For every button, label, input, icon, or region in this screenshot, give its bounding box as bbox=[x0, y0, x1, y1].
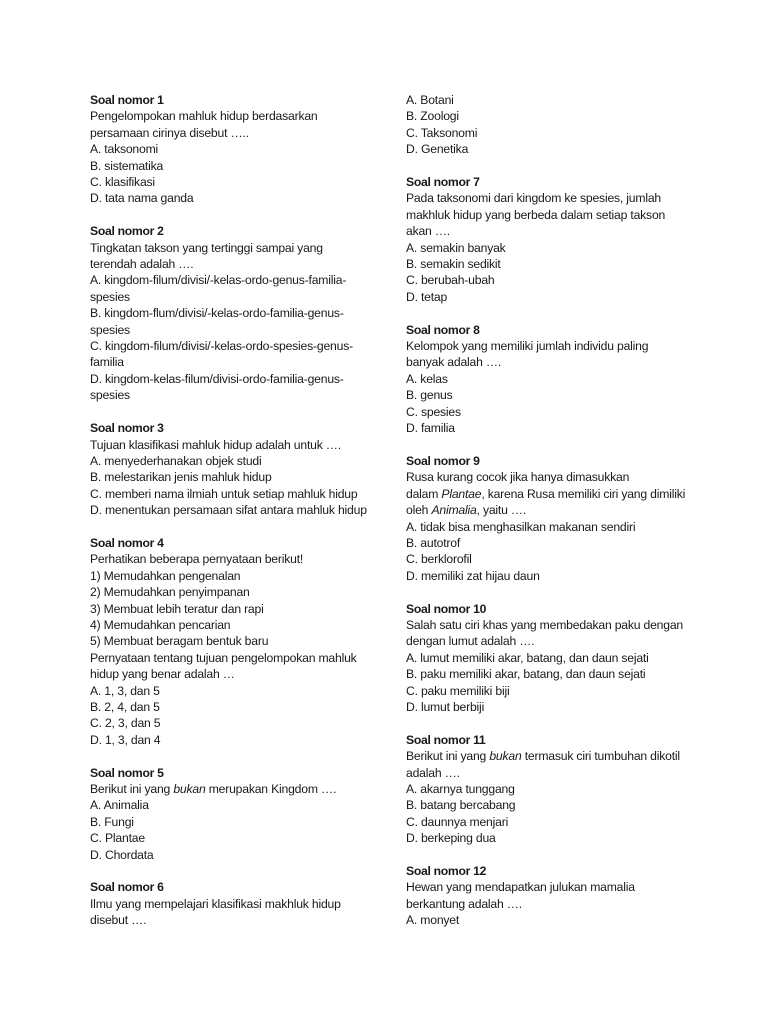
left-column bbox=[90, 92, 380, 945]
text-run: Ilmu yang mempelajari klasifikasi makhluk hidup bbox=[90, 896, 341, 911]
question-line bbox=[406, 666, 696, 682]
question-line bbox=[406, 207, 696, 223]
question-title: Soal nomor 8 bbox=[406, 322, 480, 337]
text-run: D. berkeping dua bbox=[406, 831, 496, 846]
text-run: terendah adalah …. bbox=[90, 257, 194, 272]
question-title: Soal nomor 3 bbox=[90, 421, 164, 436]
question-block bbox=[406, 863, 696, 929]
question-line bbox=[406, 272, 696, 288]
question-line bbox=[406, 240, 696, 256]
question-line bbox=[406, 486, 696, 502]
text-run: 1) Memudahkan pengenalan bbox=[90, 568, 241, 583]
text-run: 2) Memudahkan penyimpanan bbox=[90, 585, 250, 600]
question-line bbox=[406, 765, 696, 781]
text-run: A. tidak bisa menghasilkan makanan sendiri bbox=[406, 519, 636, 534]
text-run: spesies bbox=[90, 388, 130, 403]
question-line bbox=[406, 223, 696, 239]
text-run: B. paku memiliki akar, batang, dan daun sejati bbox=[406, 667, 646, 682]
text-run: B. autotrof bbox=[406, 535, 461, 550]
question-line bbox=[90, 289, 380, 305]
text-run: A. monyet bbox=[406, 913, 460, 928]
text-run: , yaitu …. bbox=[476, 503, 527, 518]
question-line bbox=[90, 338, 380, 354]
text-run: persamaan cirinya disebut ….. bbox=[90, 125, 249, 140]
text-run: Berikut ini yang bbox=[90, 782, 174, 796]
question-line bbox=[90, 305, 380, 321]
text-run: D. kingdom-kelas-filum/divisi-ordo-familia-genus- bbox=[90, 371, 344, 386]
question-line bbox=[406, 420, 696, 436]
question-line bbox=[90, 354, 380, 370]
question-line bbox=[406, 781, 696, 797]
question-block bbox=[90, 223, 380, 403]
question-line bbox=[90, 371, 380, 387]
question-line bbox=[406, 256, 696, 272]
text-run: C. Taksonomi bbox=[406, 125, 478, 140]
question-line bbox=[90, 814, 380, 830]
text-run: D. tata nama ganda bbox=[90, 191, 194, 206]
italic-term: Animalia bbox=[431, 503, 477, 518]
question-line bbox=[90, 666, 380, 682]
text-run: B. melestarikan jenis mahluk hidup bbox=[90, 470, 272, 485]
question-line bbox=[406, 896, 696, 912]
text-run: C. memberi nama ilmiah untuk setiap mahluk hidup bbox=[90, 486, 358, 501]
text-run: D. tetap bbox=[406, 289, 448, 304]
question-line bbox=[406, 371, 696, 387]
question-line bbox=[90, 781, 380, 797]
question-block bbox=[90, 765, 380, 863]
question-line bbox=[90, 551, 380, 567]
text-run: D. 1, 3, dan 4 bbox=[90, 732, 161, 747]
italic-term: bukan bbox=[489, 749, 522, 764]
text-run: spesies bbox=[90, 289, 130, 304]
question-title: Soal nomor 6 bbox=[90, 880, 164, 895]
question-line bbox=[90, 896, 380, 912]
question-line bbox=[406, 141, 696, 157]
text-run: C. spesies bbox=[406, 404, 461, 419]
text-run: A. kingdom-filum/divisi/-kelas-ordo-genus-familia- bbox=[90, 273, 347, 288]
question-line bbox=[90, 847, 380, 863]
text-run: berkantung adalah …. bbox=[406, 896, 522, 911]
question-block bbox=[90, 420, 380, 518]
text-run: C. kingdom-filum/divisi/-kelas-ordo-spesies-genus- bbox=[90, 339, 353, 354]
question-title: Soal nomor 5 bbox=[90, 765, 164, 780]
question-line bbox=[90, 125, 380, 141]
question-line bbox=[90, 797, 380, 813]
question-line bbox=[406, 797, 696, 813]
text-run: 3) Membuat lebih teratur dan rapi bbox=[90, 601, 264, 616]
text-run: Tujuan klasifikasi mahluk hidup adalah untuk …. bbox=[90, 437, 341, 452]
text-run: spesies bbox=[90, 322, 130, 337]
question-line bbox=[90, 584, 380, 600]
question-line bbox=[406, 814, 696, 830]
text-run: Pada taksonomi dari kingdom ke spesies, jumlah bbox=[406, 191, 661, 206]
text-run: A. kelas bbox=[406, 371, 448, 386]
question-line bbox=[90, 732, 380, 748]
question-line bbox=[406, 354, 696, 370]
question-block bbox=[406, 92, 696, 158]
question-line bbox=[90, 174, 380, 190]
question-line bbox=[90, 453, 380, 469]
text-run: C. daunnya menjari bbox=[406, 814, 509, 829]
text-run: C. Plantae bbox=[90, 831, 145, 846]
question-line bbox=[90, 633, 380, 649]
question-line bbox=[406, 519, 696, 535]
text-run: D. familia bbox=[406, 421, 455, 436]
text-run: A. lumut memiliki akar, batang, dan daun sejati bbox=[406, 650, 649, 665]
text-run: B. Fungi bbox=[90, 814, 134, 829]
question-line bbox=[90, 158, 380, 174]
question-line bbox=[90, 272, 380, 288]
text-run: dengan lumut adalah …. bbox=[406, 634, 535, 649]
text-run: B. semakin sedikit bbox=[406, 257, 501, 272]
text-run: dalam bbox=[406, 486, 442, 501]
text-run: A. Animalia bbox=[90, 798, 149, 813]
question-title: Soal nomor 9 bbox=[406, 453, 480, 468]
text-run: 4) Memudahkan pencarian bbox=[90, 617, 231, 632]
text-run: B. sistematika bbox=[90, 158, 164, 173]
question-block bbox=[406, 601, 696, 716]
text-run: D. menentukan persamaan sifat antara mahluk hidup bbox=[90, 503, 367, 518]
text-run: A. 1, 3, dan 5 bbox=[90, 683, 160, 698]
text-run: D. Genetika bbox=[406, 142, 469, 157]
question-block bbox=[406, 174, 696, 305]
question-line bbox=[406, 912, 696, 928]
text-run: A. semakin banyak bbox=[406, 240, 506, 255]
question-line bbox=[406, 633, 696, 649]
question-line bbox=[90, 387, 380, 403]
text-run: adalah …. bbox=[406, 765, 460, 780]
text-run: Kelompok yang memiliki jumlah individu paling bbox=[406, 339, 649, 354]
question-line bbox=[90, 601, 380, 617]
text-run: A. menyederhanakan objek studi bbox=[90, 453, 262, 468]
text-run: Pengelompokan mahluk hidup berdasarkan bbox=[90, 109, 318, 124]
question-line bbox=[90, 912, 380, 928]
question-line bbox=[406, 535, 696, 551]
question-block bbox=[90, 879, 380, 928]
italic-term: bukan bbox=[173, 782, 206, 796]
question-line bbox=[406, 617, 696, 633]
question-line bbox=[90, 502, 380, 518]
text-run: C. berklorofil bbox=[406, 552, 472, 567]
question-line bbox=[90, 108, 380, 124]
text-run: C. berubah-ubah bbox=[406, 273, 495, 288]
question-block bbox=[90, 92, 380, 207]
question-line bbox=[406, 683, 696, 699]
text-run: termasuk ciri tumbuhan dikotil bbox=[521, 749, 680, 764]
question-line bbox=[406, 699, 696, 715]
text-run: A. Botani bbox=[406, 93, 454, 107]
text-run: D. memiliki zat hijau daun bbox=[406, 568, 540, 583]
question-line bbox=[406, 92, 696, 108]
text-run: Berikut ini yang bbox=[406, 749, 490, 764]
question-line bbox=[90, 683, 380, 699]
question-line bbox=[406, 502, 696, 518]
question-title: Soal nomor 4 bbox=[90, 535, 164, 550]
question-block bbox=[90, 535, 380, 748]
text-run: B. batang bercabang bbox=[406, 798, 516, 813]
question-line bbox=[406, 650, 696, 666]
question-line bbox=[90, 256, 380, 272]
question-line bbox=[90, 699, 380, 715]
text-run: Hewan yang mendapatkan julukan mamalia bbox=[406, 880, 635, 895]
text-run: B. 2, 4, dan 5 bbox=[90, 699, 160, 714]
text-run: D. Chordata bbox=[90, 847, 154, 862]
question-line bbox=[90, 190, 380, 206]
question-line bbox=[406, 469, 696, 485]
question-line bbox=[90, 617, 380, 633]
text-run: Salah satu ciri khas yang membedakan paku dengan bbox=[406, 617, 683, 632]
question-line bbox=[406, 125, 696, 141]
question-title: Soal nomor 7 bbox=[406, 175, 480, 190]
text-run: disebut …. bbox=[90, 913, 147, 928]
question-line bbox=[406, 289, 696, 305]
question-title: Soal nomor 1 bbox=[90, 93, 164, 107]
text-run: Perhatikan beberapa pernyataan berikut! bbox=[90, 552, 304, 567]
question-title: Soal nomor 11 bbox=[406, 732, 486, 747]
text-run: familia bbox=[90, 355, 124, 370]
question-line bbox=[406, 338, 696, 354]
text-run: banyak adalah …. bbox=[406, 355, 502, 370]
text-run: hidup yang benar adalah … bbox=[90, 667, 235, 682]
text-run: A. akarnya tunggang bbox=[406, 781, 515, 796]
text-run: B. kingdom-flum/divisi/-kelas-ordo-familia-genus- bbox=[90, 306, 344, 321]
question-line bbox=[406, 551, 696, 567]
question-line bbox=[90, 650, 380, 666]
text-run: B. Zoologi bbox=[406, 109, 459, 124]
text-run: C. paku memiliki biji bbox=[406, 683, 510, 698]
text-run: oleh bbox=[406, 503, 432, 518]
question-title: Soal nomor 10 bbox=[406, 601, 487, 616]
question-line bbox=[406, 190, 696, 206]
question-block bbox=[406, 453, 696, 584]
text-run: akan …. bbox=[406, 224, 450, 239]
question-line bbox=[90, 830, 380, 846]
question-line bbox=[406, 879, 696, 895]
text-run: C. klasifikasi bbox=[90, 175, 155, 190]
question-line bbox=[90, 141, 380, 157]
text-run: D. lumut berbiji bbox=[406, 699, 485, 714]
question-line bbox=[90, 715, 380, 731]
text-run: , karena Rusa memiliki ciri yang dimiliki bbox=[481, 486, 686, 501]
text-run: Tingkatan takson yang tertinggi sampai yang bbox=[90, 240, 323, 255]
question-line bbox=[406, 404, 696, 420]
text-run: A. taksonomi bbox=[90, 142, 159, 157]
text-run: merupakan Kingdom …. bbox=[205, 782, 337, 796]
question-line bbox=[406, 108, 696, 124]
question-line bbox=[406, 830, 696, 846]
question-line bbox=[90, 437, 380, 453]
question-line bbox=[90, 322, 380, 338]
question-line bbox=[90, 469, 380, 485]
question-line bbox=[90, 568, 380, 584]
question-line bbox=[90, 240, 380, 256]
question-block bbox=[406, 322, 696, 437]
text-run: Pernyataan tentang tujuan pengelompokan mahluk bbox=[90, 650, 357, 665]
text-run: makhluk hidup yang berbeda dalam setiap takson bbox=[406, 207, 666, 222]
question-line bbox=[90, 486, 380, 502]
italic-term: Plantae bbox=[441, 486, 482, 501]
question-line bbox=[406, 387, 696, 403]
text-run: C. 2, 3, dan 5 bbox=[90, 716, 161, 731]
question-title: Soal nomor 2 bbox=[90, 224, 164, 239]
text-run: 5) Membuat beragam bentuk baru bbox=[90, 634, 269, 649]
right-column bbox=[406, 92, 696, 945]
question-line bbox=[406, 568, 696, 584]
text-run: Rusa kurang cocok jika hanya dimasukkan bbox=[406, 470, 630, 485]
question-title: Soal nomor 12 bbox=[406, 864, 487, 878]
text-run: B. genus bbox=[406, 388, 453, 403]
question-line bbox=[406, 748, 696, 764]
question-block bbox=[406, 732, 696, 847]
